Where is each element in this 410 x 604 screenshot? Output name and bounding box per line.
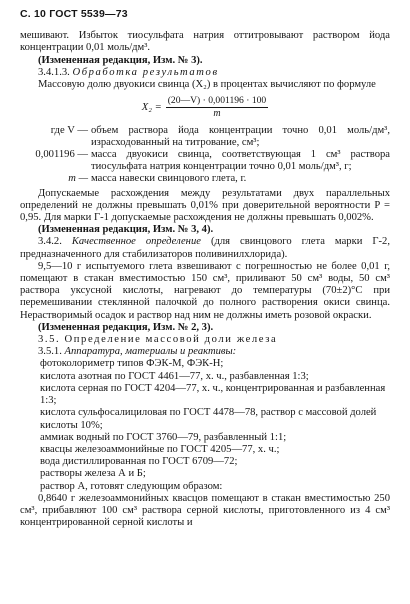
- list-item: кислота серная по ГОСТ 4204—77, х. ч., концентрированная и разбавленная 1:3;: [40, 382, 386, 407]
- paragraph-continuation: мешивают. Избыток тиосульфата натрия оттитровывают раствором йода концентрации 0,01 моль/дм³.: [20, 30, 390, 54]
- paragraph-procedure: 9,5—10 г испытуемого глета взвешивают с погрешностью не более 0,01 г, помещают в стакан вместимостью 150 см³, приливают 50 см³ воды, 50 см³ раствора уксусной кислоты, нагревают до температуры (70±2)°С при перемешивании стеклянной палочкой до полного растворения окиси свинца. Нерастворимый осадок и раствор над ним не должны иметь розовой окраски.: [20, 260, 390, 321]
- section-title: Обработка результатов: [72, 66, 219, 78]
- list-item: фотоколориметр типов ФЭК-М, ФЭК-Н;: [40, 358, 224, 370]
- section-heading-3-4-1-3: [20, 67, 390, 79]
- list-item: растворы железа А и Б;: [40, 468, 146, 480]
- definition-text: масса навески свинцового глета, г.: [91, 173, 247, 185]
- list-item: раствор А, готовят следующим образом:: [40, 480, 223, 492]
- list-item: кислота сульфосалициловая по ГОСТ 4478—78, раствор с массовой долей кислоты 10%;: [40, 407, 377, 431]
- paragraph-formula-intro: Массовую долю двуокиси свинца (X₂) в процентах вычисляют по формуле: [38, 79, 376, 91]
- definition-symbol: где V —: [50, 124, 88, 136]
- page-header: С. 10 ГОСТ 5539—73: [20, 8, 128, 20]
- list-item: кислота азотная по ГОСТ 4461—77, х. ч., разбавленная 1:3;: [40, 370, 309, 382]
- list-item: квасцы железоаммонийные по ГОСТ 4205—77, х. ч.;: [40, 443, 280, 455]
- section-heading-3-5: [20, 334, 390, 346]
- section-title: Качественное определение: [71, 236, 201, 248]
- list-item: вода дистиллированная по ГОСТ 6709—72;: [40, 456, 238, 468]
- amendment-note: (Измененная редакция, Изм. № 3, 4).: [38, 224, 214, 236]
- section-heading-3-5-1: [20, 346, 390, 358]
- formula-fraction: [166, 95, 269, 120]
- definition-row: [20, 149, 390, 173]
- section-number: 3.5.1.: [38, 346, 62, 358]
- section-title: Аппаратура, материалы и реактивы:: [64, 346, 237, 358]
- paragraph-tolerances: Допускаемые расхождения между результатами двух параллельных определений не должны превышать 0,01% при доверительной вероятности P = 0,95. Для марки Г-1 допускаемые расхождения не должны превышать 0,002%.: [20, 187, 390, 224]
- definition-text: объем раствора йода концентрации точно 0,01 моль/дм³, израсходованный на титрование, см³;: [91, 124, 390, 148]
- section-title: 3.5. Определение массовой доли железа: [38, 334, 278, 346]
- definition-symbol: 0,001196 —: [35, 149, 88, 161]
- formula-numerator: (20—V) · 0,001196 · 100: [166, 95, 269, 108]
- amendment-note: (Измененная редакция, Изм. № 2, 3).: [38, 321, 214, 333]
- list-item: аммиак водный по ГОСТ 3760—79, разбавленный 1:1;: [40, 431, 287, 443]
- section-number: 3.4.1.3.: [38, 66, 70, 78]
- section-title-rest: (для свинцового глета марки Г-2, предназначенного для стабилизаторов поливинилхлорида).: [20, 236, 390, 260]
- definition-row: [20, 173, 390, 185]
- paragraph-solution-a: 0,8640 г железоаммонийных квасцов помещают в стакан вместимостью 250 см³, прибавляют 100 см³ раствора серной кислоты, приготовленного из 4 см³ концентрированной серной кислоты и: [20, 492, 390, 529]
- formula-lhs: X₂ =: [141, 101, 162, 113]
- definition-symbol: m —: [68, 173, 88, 185]
- amendment-note: (Измененная редакция, Изм. № 3).: [38, 54, 203, 66]
- section-heading-3-4-2: [20, 236, 390, 260]
- formula-definitions: [20, 125, 390, 186]
- definition-text: масса двуокиси свинца, соответствующая 1 см³ раствора тиосульфата натрия концентрации точно 0,01 моль/дм³, г;: [91, 149, 390, 173]
- formula: [20, 95, 390, 120]
- formula-denominator: m: [213, 108, 221, 120]
- section-number: 3.4.2.: [38, 236, 62, 248]
- definition-row: [20, 125, 390, 149]
